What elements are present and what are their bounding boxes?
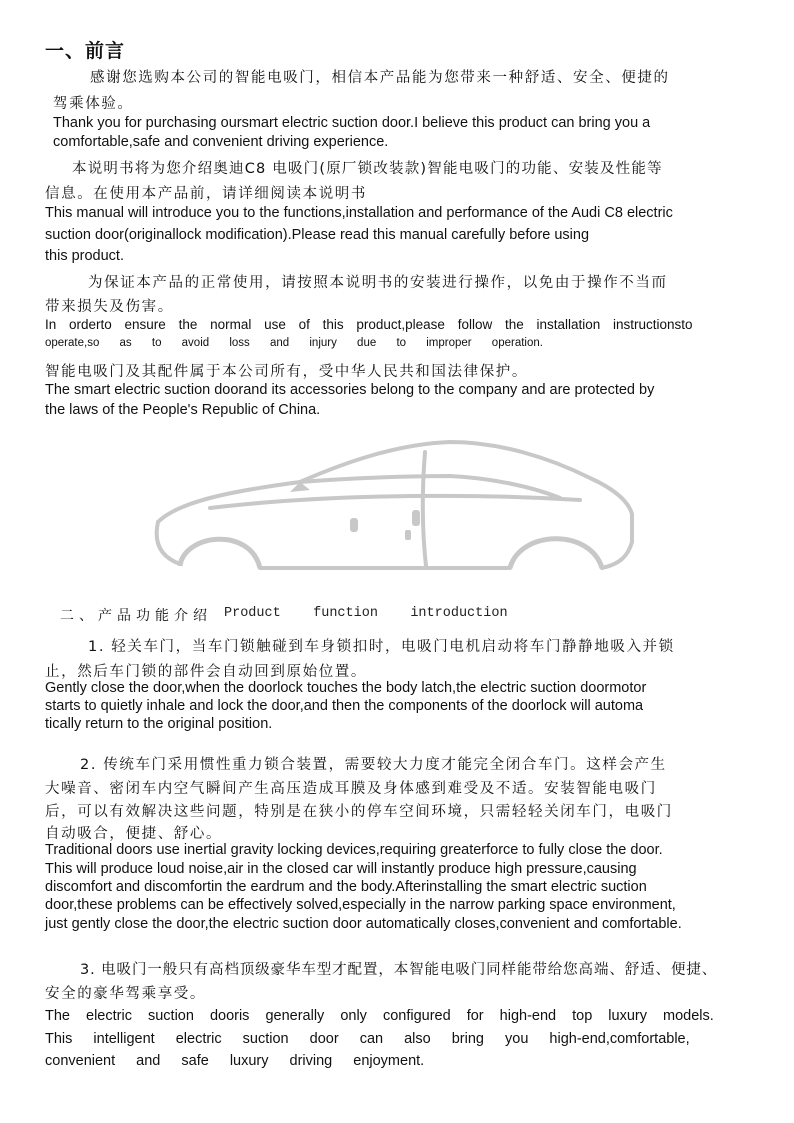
item3-cn-line1: 3. 电吸门一般只有高档顶级豪华车型才配置，本智能电吸门同样能带给您高端、舒适、便捷、 <box>80 962 718 978</box>
p3-en-line1: In orderto ensure the normal use of this product,please follow the installation instructionsto <box>45 317 693 332</box>
item2-en-line2: This will produce loud noise,air in the closed car will instantly produce high pressure,causing <box>45 861 637 877</box>
item1-en-line1: Gently close the door,when the doorlock touches the body latch,the electric suction doormotor <box>45 680 647 696</box>
p4-en-line2: the laws of the People's Republic of China. <box>45 402 321 418</box>
p2-cn-line1: 本说明书将为您介绍奥迪C8 电吸门(原厂锁改装款)智能电吸门的功能、安装及性能等 <box>72 161 663 177</box>
item2-en-line1: Traditional doors use inertial gravity locking devices,requiring greaterforce to fully close the door. <box>45 842 663 858</box>
item1-en-line3: tically return to the original position. <box>45 716 273 732</box>
p4-en-line1: The smart electric suction doorand its accessories belong to the company and are protected by <box>45 382 655 398</box>
item3-en-line1: The electric suction dooris generally only configured for high-end top luxury models. <box>45 1008 714 1024</box>
item2-cn-line4: 自动吸合，便捷、舒心。 <box>45 826 223 842</box>
p1-cn-line1: 感谢您选购本公司的智能电吸门，相信本产品能为您带来一种舒适、安全、便捷的 <box>90 70 670 86</box>
item2-cn-line3: 后，可以有效解决这些问题，特别是在狭小的停车空间环境，只需轻轻关闭车门，电吸门 <box>45 804 673 820</box>
section-2-title-en: Product function introduction <box>224 606 508 621</box>
section-2-title-cn: 二、产品功能介绍 <box>60 608 212 624</box>
item2-cn-line2: 大噪音、密闭车内空气瞬间产生高压造成耳膜及身体感到难受及不适。安装智能电吸门 <box>45 781 657 797</box>
p2-en-line1: This manual will introduce you to the functions,installation and performance of the Audi C8 electric <box>45 205 673 221</box>
p1-en-line2: comfortable,safe and convenient driving experience. <box>53 134 389 150</box>
section-1-title: 一、前言 <box>45 40 126 62</box>
item2-en-line5: just gently close the door,the electric suction door automatically closes,convenient and comfortable. <box>45 916 682 932</box>
p2-cn-line2: 信息。在使用本产品前，请详细阅读本说明书 <box>45 186 367 202</box>
p2-en-line2: suction door(originallock modification).Please read this manual carefully before using <box>45 227 590 243</box>
p4-cn: 智能电吸门及其配件属于本公司所有，受中华人民共和国法律保护。 <box>45 364 528 380</box>
item2-cn-line1: 2. 传统车门采用惯性重力锁合装置，需要较大力度才能完全闭合车门。这样会产生 <box>80 757 667 773</box>
p1-cn-line2: 驾乘体验。 <box>53 96 134 112</box>
p2-en-line3: this product. <box>45 248 124 264</box>
item3-en-line3: convenient and safe luxury driving enjoyment. <box>45 1053 425 1069</box>
item1-en-line2: starts to quietly inhale and lock the door,and then the components of the doorlock will automa <box>45 698 644 714</box>
item1-cn-line1: 1. 轻关车门，当车门锁触碰到车身锁扣时，电吸门电机启动将车门静静地吸入并锁 <box>88 639 675 655</box>
item3-cn-line2: 安全的豪华驾乘享受。 <box>45 986 206 1002</box>
car-silhouette-illustration <box>150 430 640 590</box>
p1-en-line1: Thank you for purchasing oursmart electric suction door.I believe this product can bring you a <box>53 115 651 131</box>
item3-en-line2: This intelligent electric suction door can also bring you high-end,comfortable, <box>45 1031 690 1047</box>
p3-cn-line1: 为保证本产品的正常使用，请按照本说明书的安装进行操作，以免由于操作不当而 <box>88 275 668 291</box>
item1-cn-line2: 止，然后车门锁的部件会自动回到原始位置。 <box>45 664 367 680</box>
item2-en-line3: discomfort and discomfortin the eardrum and the body.Afterinstalling the smart electric suction <box>45 879 647 895</box>
p3-en-line2: operate,so as to avoid loss and injury due to improper operation. <box>45 337 543 349</box>
item2-en-line4: door,these problems can be effectively solved,especially in the narrow parking space environment, <box>45 897 676 913</box>
p3-cn-line2: 带来损失及伤害。 <box>45 299 174 315</box>
